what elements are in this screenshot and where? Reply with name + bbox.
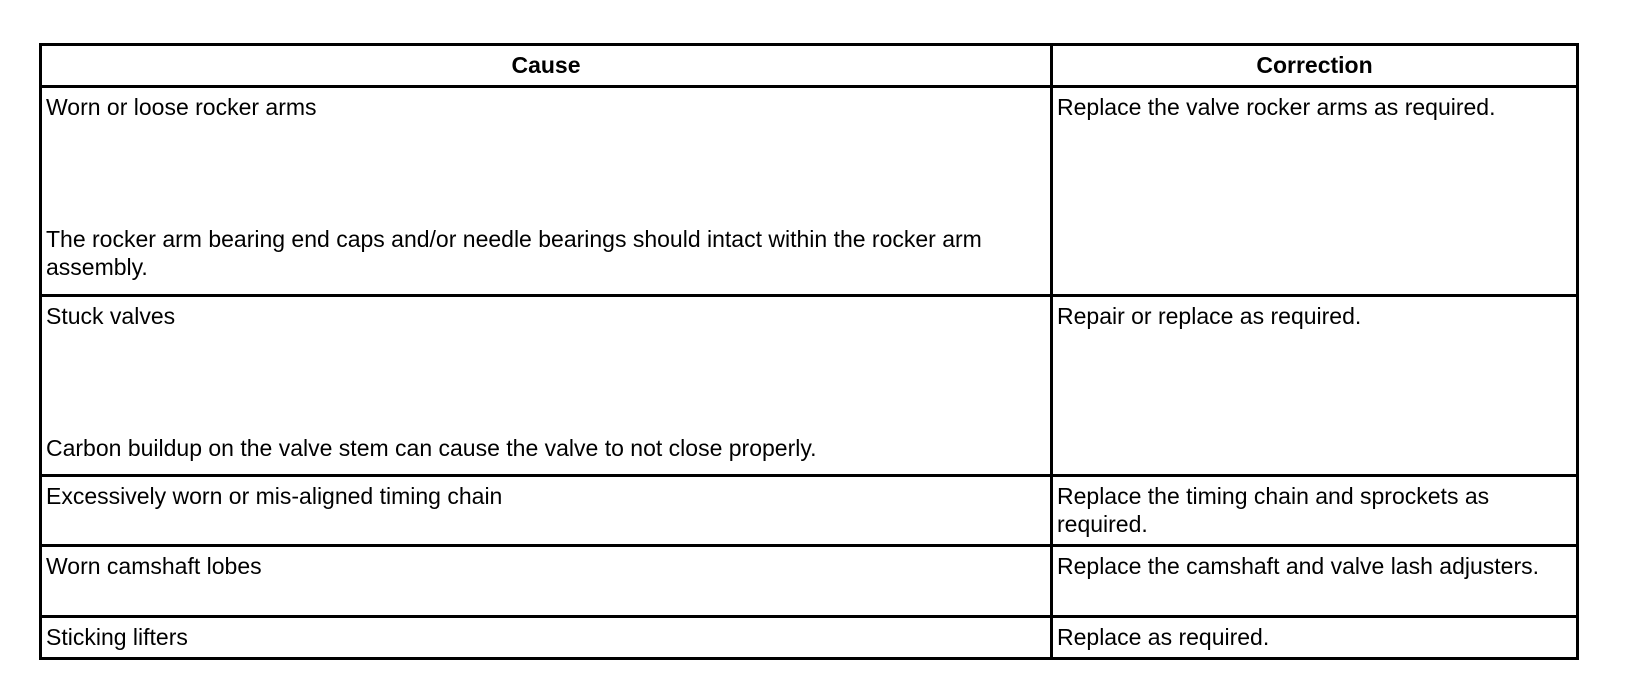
cause-cell: Sticking lifters — [41, 617, 1052, 659]
cause-note: Carbon buildup on the valve stem can cause the valve to not close properly. — [46, 435, 817, 461]
column-header-cause: Cause — [41, 45, 1052, 87]
diagnostic-table — [39, 43, 1579, 660]
cause-cell — [41, 296, 1052, 476]
cause-note: The rocker arm bearing end caps and/or needle bearings should intact within the rocker arm assembly. — [46, 226, 982, 280]
table-header-row — [41, 45, 1578, 87]
table-row — [41, 296, 1578, 476]
correction-cell: Repair or replace as required. — [1052, 296, 1578, 476]
correction-cell: Replace the timing chain and sprockets as required. — [1052, 476, 1578, 546]
table-row — [41, 546, 1578, 617]
table-row — [41, 87, 1578, 296]
cause-cell: Worn camshaft lobes — [41, 546, 1052, 617]
table-row — [41, 617, 1578, 659]
cause-cell — [41, 87, 1052, 296]
table-row — [41, 476, 1578, 546]
cause-text: Stuck valves — [46, 303, 176, 329]
correction-cell: Replace as required. — [1052, 617, 1578, 659]
cause-text: Worn or loose rocker arms — [46, 94, 317, 120]
correction-cell: Replace the camshaft and valve lash adjusters. — [1052, 546, 1578, 617]
cause-cell: Excessively worn or mis-aligned timing chain — [41, 476, 1052, 546]
correction-cell: Replace the valve rocker arms as required. — [1052, 87, 1578, 296]
column-header-correction: Correction — [1052, 45, 1578, 87]
